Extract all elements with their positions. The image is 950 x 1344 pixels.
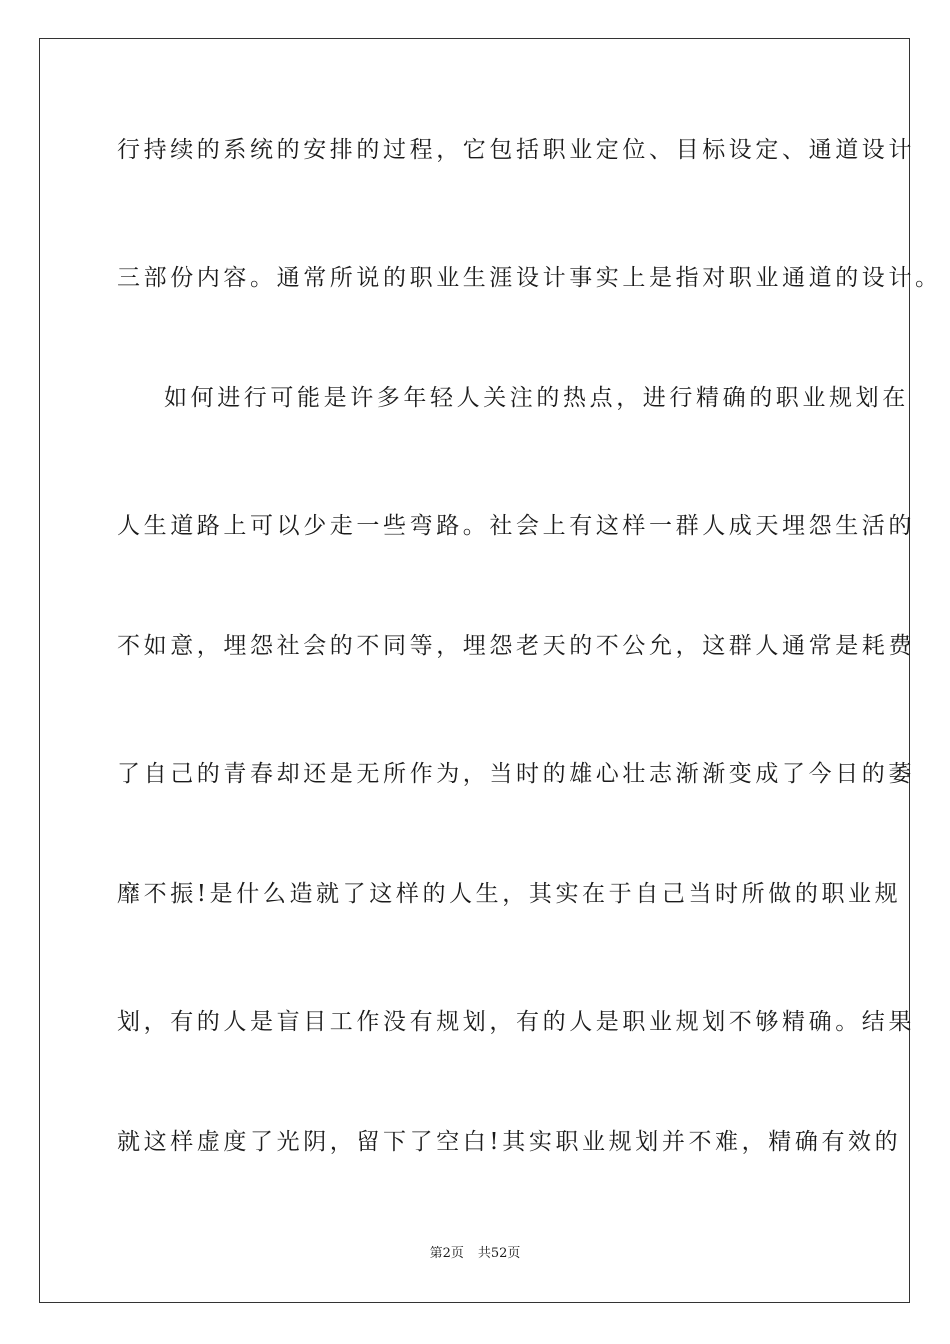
paragraph-line-4: 人生道路上可以少走一些弯路。社会上有这样一群人成天埋怨生活的 (117, 513, 915, 539)
paragraph-line-2: 三部份内容。通常所说的职业生涯设计事实上是指对职业通道的设计。 (117, 265, 942, 291)
page-number: 第2页 (429, 1246, 464, 1261)
paragraph-line-7: 靡不振!是什么造就了这样的人生，其实在于自己当时所做的职业规 (117, 881, 902, 907)
page-total: 共52页 (477, 1246, 521, 1261)
page-footer (0, 1245, 950, 1263)
page-border (39, 38, 910, 1303)
paragraph-line-5: 不如意，埋怨社会的不同等，埋怨老天的不公允，这群人通常是耗费 (117, 633, 915, 659)
paragraph-line-8: 划，有的人是盲目工作没有规划，有的人是职业规划不够精确。结果 (117, 1009, 915, 1035)
paragraph-line-3: 如何进行可能是许多年轻人关注的热点，进行精确的职业规划在 (164, 385, 909, 411)
paragraph-line-9: 就这样虚度了光阴，留下了空白!其实职业规划并不难，精确有效的 (117, 1129, 902, 1155)
paragraph-line-6: 了自己的青春却还是无所作为，当时的雄心壮志渐渐变成了今日的萎 (117, 761, 915, 787)
paragraph-line-1: 行持续的系统的安排的过程，它包括职业定位、目标设定、通道设计 (117, 137, 915, 163)
